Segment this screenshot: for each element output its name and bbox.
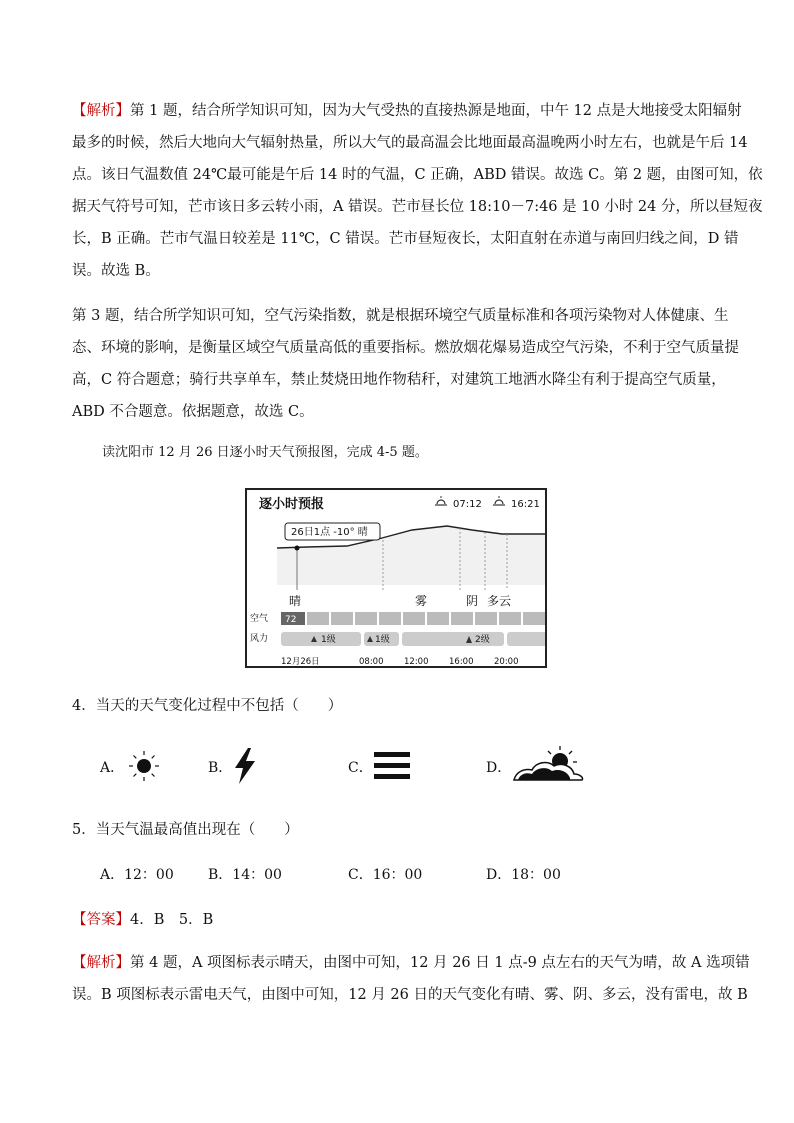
marker-dot — [295, 546, 300, 551]
analysis-line: 第 1 题，结合所学知识可知，因为大气受热的直接热源是地面，中午 12 点是大地接受太阳辐射 — [130, 103, 742, 119]
analysis-line: ABD 不合题意。依据题意，故选 C。 — [72, 404, 314, 420]
analysis-paragraph-2 — [72, 300, 739, 428]
wind-value: 1级 — [321, 635, 336, 645]
q5-option-a: A．12：00 — [100, 867, 174, 883]
figure-intro: 读沈阳市 12 月 26 日逐小时天气预报图，完成 4-5 题。 — [102, 445, 428, 460]
wind-segment — [507, 632, 547, 646]
weather-label: 多云 — [487, 594, 512, 608]
weather-label: 雾 — [415, 594, 428, 608]
wind-row-label: 风力 — [250, 634, 269, 644]
weather-label: 晴 — [289, 594, 302, 608]
forecast-graphic — [247, 490, 547, 668]
option-d-label: D． — [486, 760, 512, 776]
question-5-stem: 5．当天气温最高值出现在（ ） — [72, 822, 299, 838]
wind-value: 2级 — [475, 635, 490, 645]
analysis-label: 【解析】 — [72, 955, 130, 971]
analysis-line: 据天气符号可知，芒市该日多云转小雨，A 错误。芒市昼长位 18:10－7:46 是 10 小时 24 分，所以昼短夜 — [72, 199, 763, 215]
option-b-label: B． — [208, 760, 233, 776]
air-value: 72 — [285, 615, 297, 625]
tooltip-text: 26日1点 -10° 晴 — [291, 527, 368, 538]
q5-option-d: D．18：00 — [486, 867, 561, 883]
figure-title: 逐小时预报 — [259, 497, 325, 512]
wind-value: 1级 — [375, 635, 390, 645]
analysis-line: 第 3 题，结合所学知识可知，空气污染指数，就是根据环境空气质量标准和各项污染物对人体健康、生 — [72, 308, 729, 324]
sunset-icon — [493, 496, 505, 505]
answer-text: 4．B 5．B — [130, 912, 214, 928]
sunrise-icon — [435, 496, 447, 505]
answer-line — [72, 908, 213, 929]
q5-option-b: B．14：00 — [208, 867, 282, 883]
analysis-line: 最多的时候，然后大地向大气辐射热量，所以大气的最高温会比地面最高温晚两小时左右，也就是午后 14 — [72, 135, 748, 151]
weather-label: 阴 — [466, 594, 479, 608]
cloudy-sun-icon — [510, 744, 596, 784]
analysis-line: 态、环境的影响，是衡量区域空气质量高低的重要指标。燃放烟花爆易造成空气污染，不利于空气质量提 — [72, 340, 739, 356]
question-4-stem: 4．当天的天气变化过程中不包括（ ） — [72, 698, 343, 714]
air-quality-bar — [281, 612, 547, 625]
analysis-line: 第 4 题，A 项图标表示晴天，由图中可知，12 月 26 日 1 点-9 点左右的天气为晴，故 A 选项错 — [130, 955, 750, 971]
q5-option-c: C．16：00 — [348, 867, 423, 883]
analysis-line: 长，B 正确。芒市气温日较差是 11℃，C 错误。芒市昼短夜长，太阳直射在赤道与南回归线之间，D 错 — [72, 231, 739, 247]
analysis-label: 【解析】 — [72, 103, 130, 119]
analysis-line: 误。B 项图标表示雷电天气，由图中可知，12 月 26 日的天气变化有晴、雾、阴、多云，没有雷电，故 B — [72, 987, 748, 1003]
sunny-icon — [124, 748, 164, 784]
lightning-icon — [230, 746, 260, 786]
sunrise-time: 07:12 — [453, 499, 482, 510]
answer-label: 【答案】 — [72, 912, 130, 928]
option-c-label: C． — [348, 760, 373, 776]
hourly-forecast-figure — [245, 488, 547, 668]
analysis-line: 高，C 符合题意；骑行共享单车，禁止焚烧田地作物秸秆，对建筑工地洒水降尘有利于提高空气质量， — [72, 372, 726, 388]
sunset-time: 16:21 — [511, 499, 540, 510]
air-row-label: 空气 — [250, 614, 269, 624]
time-label: 08:00 — [359, 657, 384, 667]
analysis-paragraph-1 — [72, 95, 763, 287]
time-label: 20:00 — [494, 657, 519, 667]
analysis-paragraph-3 — [72, 947, 750, 1011]
option-a-label: A． — [100, 760, 125, 776]
fog-icon — [372, 750, 412, 782]
time-label: 16:00 — [449, 657, 474, 667]
time-label: 12:00 — [404, 657, 429, 667]
analysis-line: 点。该日气温数值 24℃最可能是午后 14 时的气温，C 正确，ABD 错误。故选 C。第 2 题，由图可知，依 — [72, 167, 763, 183]
analysis-line: 误。故选 B。 — [72, 263, 160, 279]
time-label: 12月26日 — [281, 657, 320, 667]
